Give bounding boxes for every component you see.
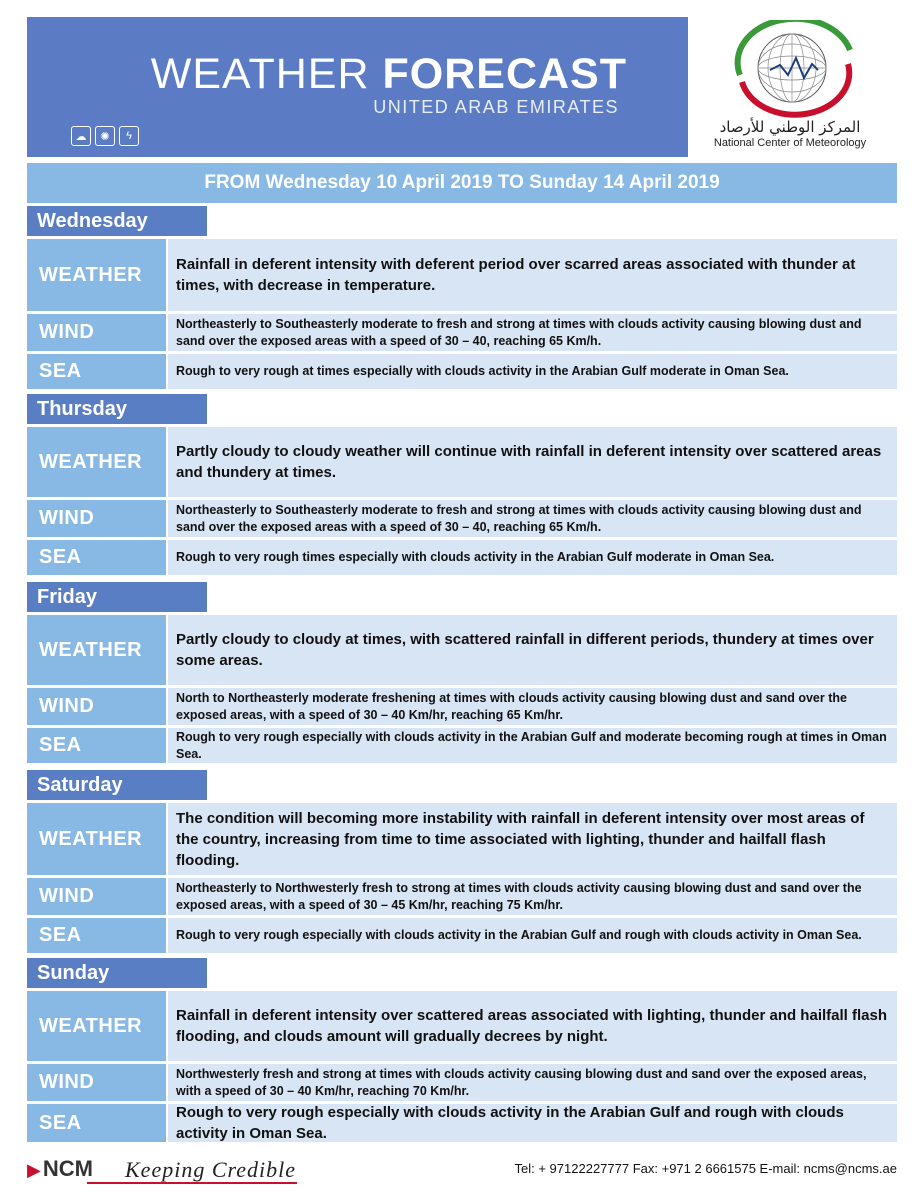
weather-label: WEATHER xyxy=(27,427,166,497)
logo-arabic-name: المركز الوطني للأرصاد xyxy=(719,118,861,136)
ncm-mark-icon: ▶ xyxy=(27,1160,41,1180)
sea-row xyxy=(27,540,897,575)
footer xyxy=(27,1155,897,1185)
ncm-brand-text: NCM xyxy=(42,1156,93,1181)
ncm-brand xyxy=(27,1156,93,1182)
weather-text: Rainfall in deferent intensity over scattered areas associated with lighting, thunder and hailfall flash flooding, and clouds amount will gradually decrees by night. xyxy=(168,991,897,1061)
globe-logo-icon xyxy=(700,20,890,120)
wind-row xyxy=(27,1064,897,1101)
weather-label: WEATHER xyxy=(27,239,166,311)
day-name: Friday xyxy=(27,582,207,612)
sea-row xyxy=(27,728,897,763)
sea-label: SEA xyxy=(27,354,166,389)
weather-icons xyxy=(71,126,139,146)
weather-text: The condition will becoming more instability with rainfall in deferent intensity over most areas of the country, increasing from time to time associated with lighting, thunder and hailfall flash flooding. xyxy=(168,803,897,875)
sun-icon: ✺ xyxy=(95,126,115,146)
sea-text: Rough to very rough especially with clouds activity in the Arabian Gulf and rough with clouds activity in Oman Sea. xyxy=(168,918,897,953)
wind-text: North to Northeasterly moderate freshening at times with clouds activity causing blowing dust and sand over the exposed areas, with a speed of 30 – 40 Km/hr, reaching 65 Km/hr. xyxy=(168,688,897,725)
weather-text: Partly cloudy to cloudy weather will continue with rainfall in deferent intensity over scattered areas and thundery at times. xyxy=(168,427,897,497)
wind-label: WIND xyxy=(27,500,166,537)
contact-info: Tel: + 97122227777 Fax: +971 2 6661575 E-mail: ncms@ncms.ae xyxy=(514,1161,897,1176)
wind-text: Northeasterly to Southeasterly moderate to fresh and strong at times with clouds activity causing blowing dust and sand over the exposed areas with a speed of 30 – 40, reaching 65 Km/h. xyxy=(168,500,897,537)
sea-label: SEA xyxy=(27,1104,166,1142)
sea-label: SEA xyxy=(27,540,166,575)
header-banner xyxy=(27,17,688,157)
date-range-band: FROM Wednesday 10 April 2019 TO Sunday 14 April 2019 xyxy=(27,163,897,203)
sea-row xyxy=(27,1104,897,1142)
sea-row xyxy=(27,354,897,389)
sea-text: Rough to very rough times especially with clouds activity in the Arabian Gulf moderate in Oman Sea. xyxy=(168,540,897,575)
slogan: Keeping Credible xyxy=(125,1157,296,1182)
wind-text: Northeasterly to Southeasterly moderate to fresh and strong at times with clouds activity causing blowing dust and sand over the exposed areas with a speed of 30 – 40, reaching 65 Km/h. xyxy=(168,314,897,351)
weather-row xyxy=(27,803,897,875)
title-part-weather: WEATHER xyxy=(150,50,370,98)
weather-text: Rainfall in deferent intensity with deferent period over scarred areas associated with thunder at times, with decrease in temperature. xyxy=(168,239,897,311)
slogan-underline xyxy=(87,1182,297,1184)
weather-row xyxy=(27,427,897,497)
cloud-icon: ☁ xyxy=(71,126,91,146)
sea-label: SEA xyxy=(27,918,166,953)
weather-row xyxy=(27,239,897,311)
wind-row xyxy=(27,688,897,725)
day-name: Sunday xyxy=(27,958,207,988)
weather-text: Partly cloudy to cloudy at times, with scattered rainfall in different periods, thundery at times over some areas. xyxy=(168,615,897,685)
lightning-icon: ϟ xyxy=(119,126,139,146)
sea-label: SEA xyxy=(27,728,166,763)
wind-row xyxy=(27,314,897,351)
weather-label: WEATHER xyxy=(27,991,166,1061)
wind-text: Northwesterly fresh and strong at times with clouds activity causing blowing dust and sand over the exposed areas, with a speed of 30 – 40 Km/hr, reaching 70 Km/hr. xyxy=(168,1064,897,1101)
day-name: Saturday xyxy=(27,770,207,800)
page-title xyxy=(27,51,627,97)
wind-row xyxy=(27,878,897,915)
sea-row xyxy=(27,918,897,953)
sea-text: Rough to very rough especially with clouds activity in the Arabian Gulf and rough with clouds activity in Oman Sea. xyxy=(168,1104,897,1142)
ncm-logo xyxy=(700,20,890,155)
wind-text: Northeasterly to Northwesterly fresh to strong at times with clouds activity causing blowing dust and sand over the exposed areas, with a speed of 30 – 45 Km/hr, reaching 75 Km/hr. xyxy=(168,878,897,915)
page-subtitle: UNITED ARAB EMIRATES xyxy=(373,97,619,117)
wind-row xyxy=(27,500,897,537)
wind-label: WIND xyxy=(27,878,166,915)
sea-text: Rough to very rough especially with clouds activity in the Arabian Gulf and moderate becoming rough at times in Oman Sea. xyxy=(168,728,897,763)
day-name: Wednesday xyxy=(27,206,207,236)
weather-row xyxy=(27,991,897,1061)
wind-label: WIND xyxy=(27,688,166,725)
weather-label: WEATHER xyxy=(27,803,166,875)
weather-row xyxy=(27,615,897,685)
title-part-forecast: FORECAST xyxy=(382,50,627,98)
wind-label: WIND xyxy=(27,1064,166,1101)
logo-english-name: National Center of Meteorology xyxy=(713,137,867,149)
weather-label: WEATHER xyxy=(27,615,166,685)
wind-label: WIND xyxy=(27,314,166,351)
sea-text: Rough to very rough at times especially with clouds activity in the Arabian Gulf moderate in Oman Sea. xyxy=(168,354,897,389)
day-name: Thursday xyxy=(27,394,207,424)
